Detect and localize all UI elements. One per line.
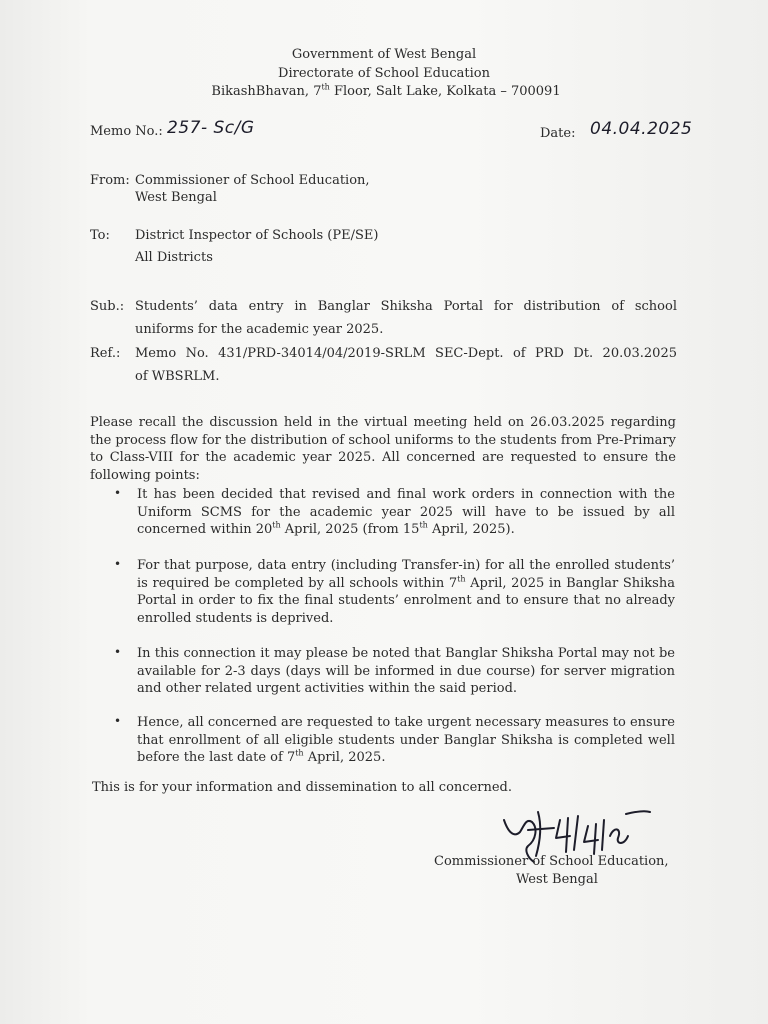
- memo-number-handwritten: 257- Sc/G: [167, 118, 255, 138]
- header-government: Government of West Bengal: [291, 47, 477, 62]
- subject-label: Sub.:: [90, 299, 125, 314]
- bullet-marker: •: [114, 645, 122, 659]
- signatory-title: Commissioner of School Education,: [434, 854, 669, 869]
- from-label: From:: [90, 173, 130, 188]
- reference-line1: Memo No. 431/PRD-34014/04/2019-SRLM SEC-Dept. of PRD Dt. 20.03.2025: [135, 346, 677, 361]
- date-handwritten: 04.04.2025: [590, 119, 693, 139]
- bullet-urgent-measures: Hence, all concerned are requested to take urgent necessary measures to ensure that enrollment of all eligible students under Banglar Shiksha is completed well before the last date of 7th April, 2025.: [137, 715, 675, 765]
- bullet-data-entry: For that purpose, data entry (including Transfer-in) for all the enrolled students’ is required be completed by all schools within 7th April, 2025 in Banglar Shiksha Portal in order to fix the final students’ enrolment and to ensure that no already enrolled students is deprived.: [137, 558, 675, 626]
- bullet-work-orders: It has been decided that revised and final work orders in connection with the Uniform SCMS for the academic year 2025 will have to be issued by all concerned within 20th April, 2025 (from 15th April, 2025).: [137, 487, 675, 537]
- header-address: BikashBhavan, 7th Floor, Salt Lake, Kolkata – 700091: [211, 82, 561, 99]
- signatory-state: West Bengal: [516, 872, 598, 887]
- from-line1: Commissioner of School Education,: [135, 173, 370, 188]
- intro-paragraph: Please recall the discussion held in the virtual meeting held on 26.03.2025 regarding the process flow for the distribution of school uniforms to the students from Pre-Primary to Class-VIII for the academic year 2025. All concerned are requested to ensure the following points:: [90, 415, 676, 483]
- bullet-portal-downtime: In this connection it may please be noted that Banglar Shiksha Portal may not be available for 2-3 days (days will be informed in due course) for server migration and other related urgent activities within the said period.: [137, 646, 675, 696]
- bullet-marker: •: [114, 557, 122, 571]
- reference-label: Ref.:: [90, 346, 121, 361]
- memo-label: Memo No.:: [90, 124, 163, 139]
- from-line2: West Bengal: [135, 190, 217, 205]
- subject-line2: uniforms for the academic year 2025.: [135, 322, 384, 337]
- date-label: Date:: [540, 126, 576, 141]
- header-directorate: Directorate of School Education: [278, 66, 490, 81]
- subject-line1: Students’ data entry in Banglar Shiksha Portal for distribution of school: [135, 299, 677, 314]
- to-label: To:: [90, 228, 110, 243]
- bullet-marker: •: [114, 486, 122, 500]
- to-line1: District Inspector of Schools (PE/SE): [135, 228, 379, 243]
- bullet-marker: •: [114, 714, 122, 728]
- reference-line2: of WBSRLM.: [135, 369, 220, 384]
- closing-line: This is for your information and dissemination to all concerned.: [92, 780, 512, 795]
- to-line2: All Districts: [135, 250, 213, 265]
